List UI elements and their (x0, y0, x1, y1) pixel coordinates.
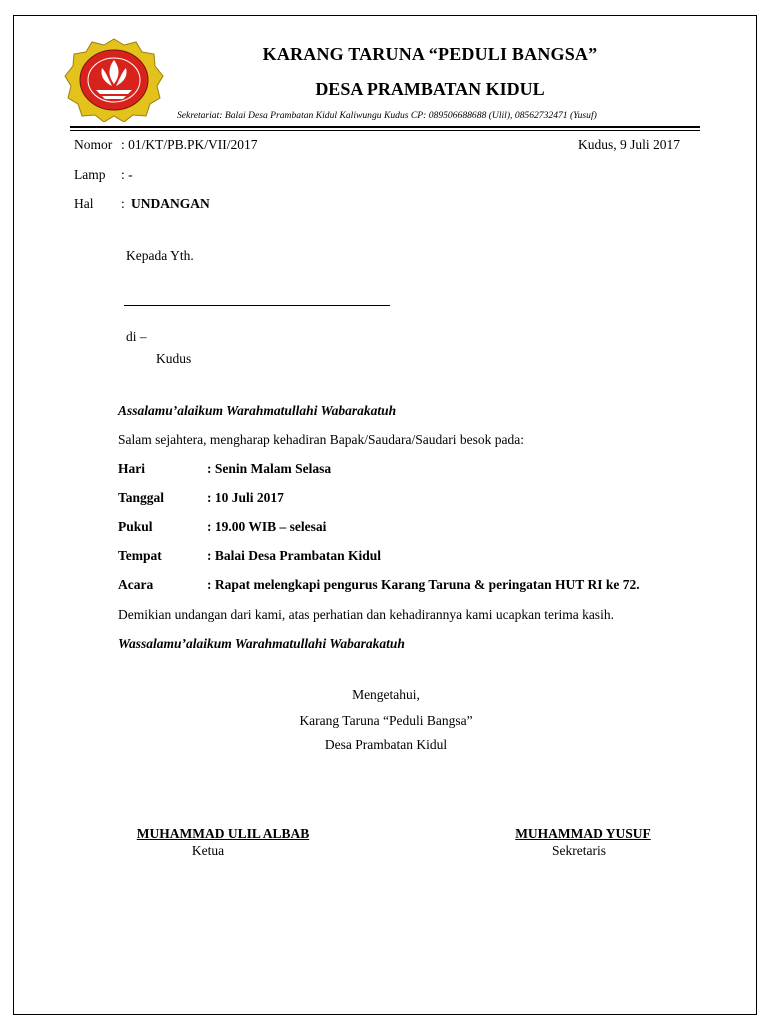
detail-label: Tempat (118, 548, 162, 563)
closing-greeting: Wassalamu’alaikum Warahmatullahi Wabarakatuh (118, 636, 405, 651)
header-rule-thick (70, 126, 700, 128)
detail-value: : 19.00 WIB – selesai (207, 519, 327, 534)
closing-text: Demikian undangan dari kami, atas perhatian dan kehadirannya kami ucapkan terima kasih. (118, 607, 614, 622)
signature-left-role: Ketua (191, 843, 225, 858)
detail-label: Acara (118, 577, 154, 592)
detail-value: : 10 Juli 2017 (207, 490, 284, 505)
detail-label: Hari (118, 461, 145, 476)
recipient-to: Kepada Yth. (126, 248, 194, 263)
recipient-di: di – (126, 329, 147, 344)
detail-value: : Rapat melengkapi pengurus Karang Taruna & peringatan HUT RI ke 72. (207, 577, 640, 592)
detail-label: Pukul (118, 519, 153, 534)
signature-right-name: MUHAMMAD YUSUF (515, 826, 651, 841)
hal-label: Hal (74, 196, 94, 211)
document-page (13, 15, 757, 1015)
acknowledge-line1: Mengetahui, (352, 687, 420, 702)
nomor-label: Nomor (74, 137, 113, 152)
opening-greeting: Assalamu’alaikum Warahmatullahi Wabarakatuh (118, 403, 397, 418)
detail-value: : Balai Desa Prambatan Kidul (207, 548, 382, 563)
intro-text: Salam sejahtera, mengharap kehadiran Bapak/Saudara/Saudari besok pada: (118, 432, 524, 447)
nomor-value: : 01/KT/PB.PK/VII/2017 (121, 137, 258, 152)
signature-left-name: MUHAMMAD ULIL ALBAB (136, 826, 310, 841)
detail-label: Tanggal (118, 490, 165, 505)
acknowledge-line3: Desa Prambatan Kidul (324, 737, 448, 752)
org-name: KARANG TARUNA “PEDULI BANGSA” (262, 44, 598, 64)
hal-value: UNDANGAN (131, 196, 210, 211)
letter-date: Kudus, 9 Juli 2017 (578, 137, 681, 152)
header-rule-thin (70, 130, 700, 131)
lamp-value: : - (121, 167, 133, 182)
recipient-blank-line (124, 305, 390, 306)
village-name: DESA PRAMBATAN KIDUL (315, 79, 545, 99)
signature-right-role: Sekretaris (552, 843, 606, 858)
recipient-city: Kudus (156, 351, 192, 366)
secretariat-line: Sekretariat: Balai Desa Prambatan Kidul Kaliwungu Kudus CP: 089506688688 (Ulil), 08562732471 (Yusuf) (177, 110, 597, 121)
detail-value: : Senin Malam Selasa (207, 461, 332, 476)
lamp-label: Lamp (74, 167, 106, 182)
hal-colon: : (121, 196, 125, 211)
acknowledge-line2: Karang Taruna “Peduli Bangsa” (299, 713, 473, 728)
